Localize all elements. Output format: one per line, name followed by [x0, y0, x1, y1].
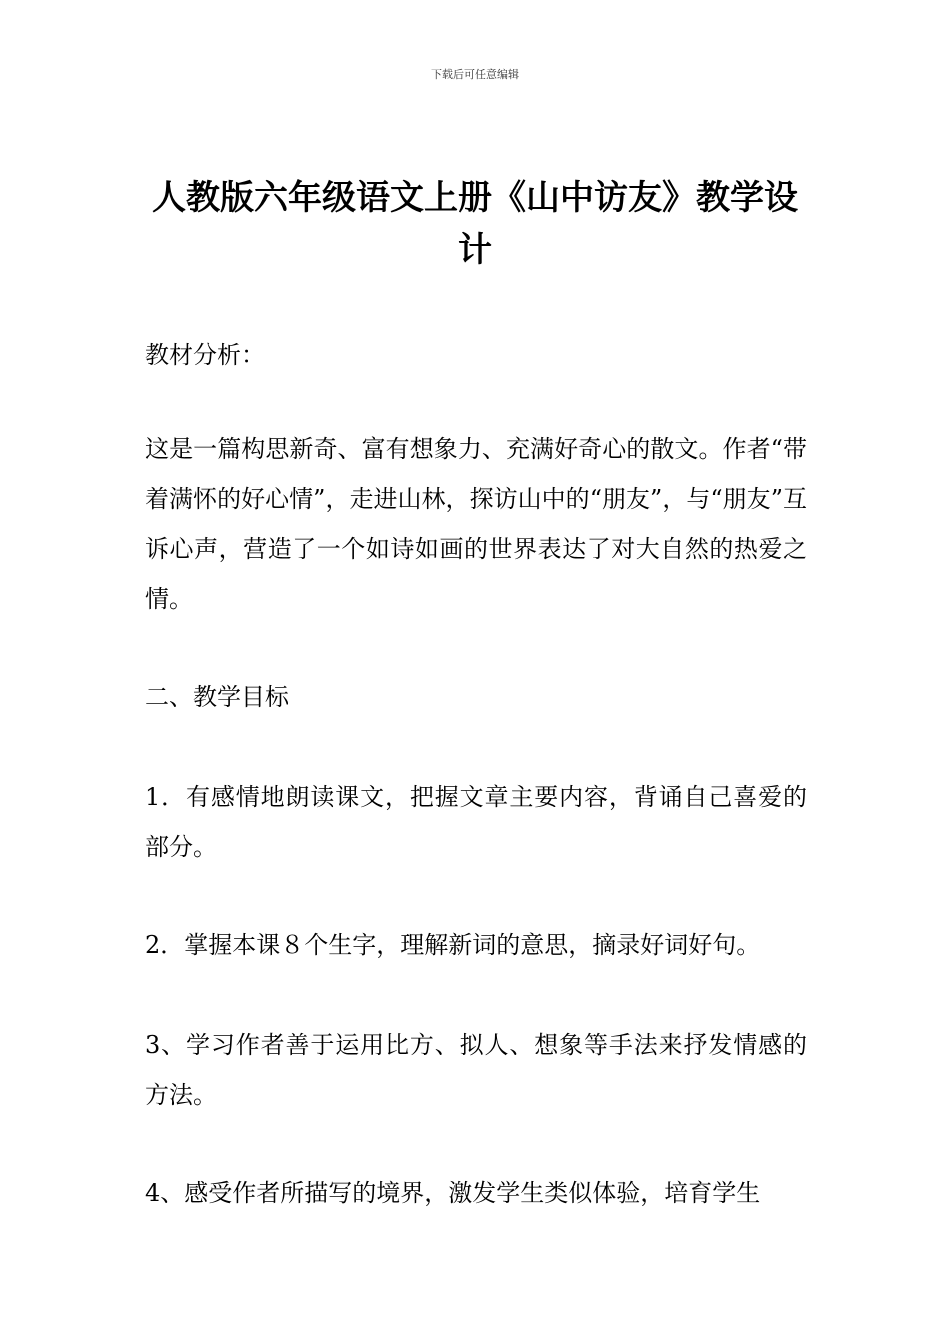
goal-item-2: 2．掌握本课８个生字，理解新词的意思，摘录好词好句。 [145, 931, 761, 959]
goals-heading: 二、教学目标 [145, 683, 289, 711]
goal-item-4: 4、感受作者所描写的境界，激发学生类似体验，培育学生 [145, 1179, 761, 1207]
header-note: 下载后可任意编辑 [431, 68, 519, 81]
document-title: 人教版六年级语文上册《山中访友》教学设计 [152, 178, 798, 270]
analysis-heading: 教材分析： [145, 341, 265, 369]
goal-item-3: 3、学习作者善于运用比方、拟人、想象等手法来抒发情感的方法。 [145, 1031, 807, 1109]
analysis-paragraph: 这是一篇构思新奇、富有想象力、充满好奇心的散文。作者“带着满怀的好心情”，走进山林，探访山中的“朋友”，与“朋友”互诉心声，营造了一个如诗如画的世界表达了对大自然的热爱之情。 [145, 435, 807, 613]
goal-item-1: 1．有感情地朗读课文，把握文章主要内容，背诵自己喜爱的部分。 [145, 783, 807, 861]
